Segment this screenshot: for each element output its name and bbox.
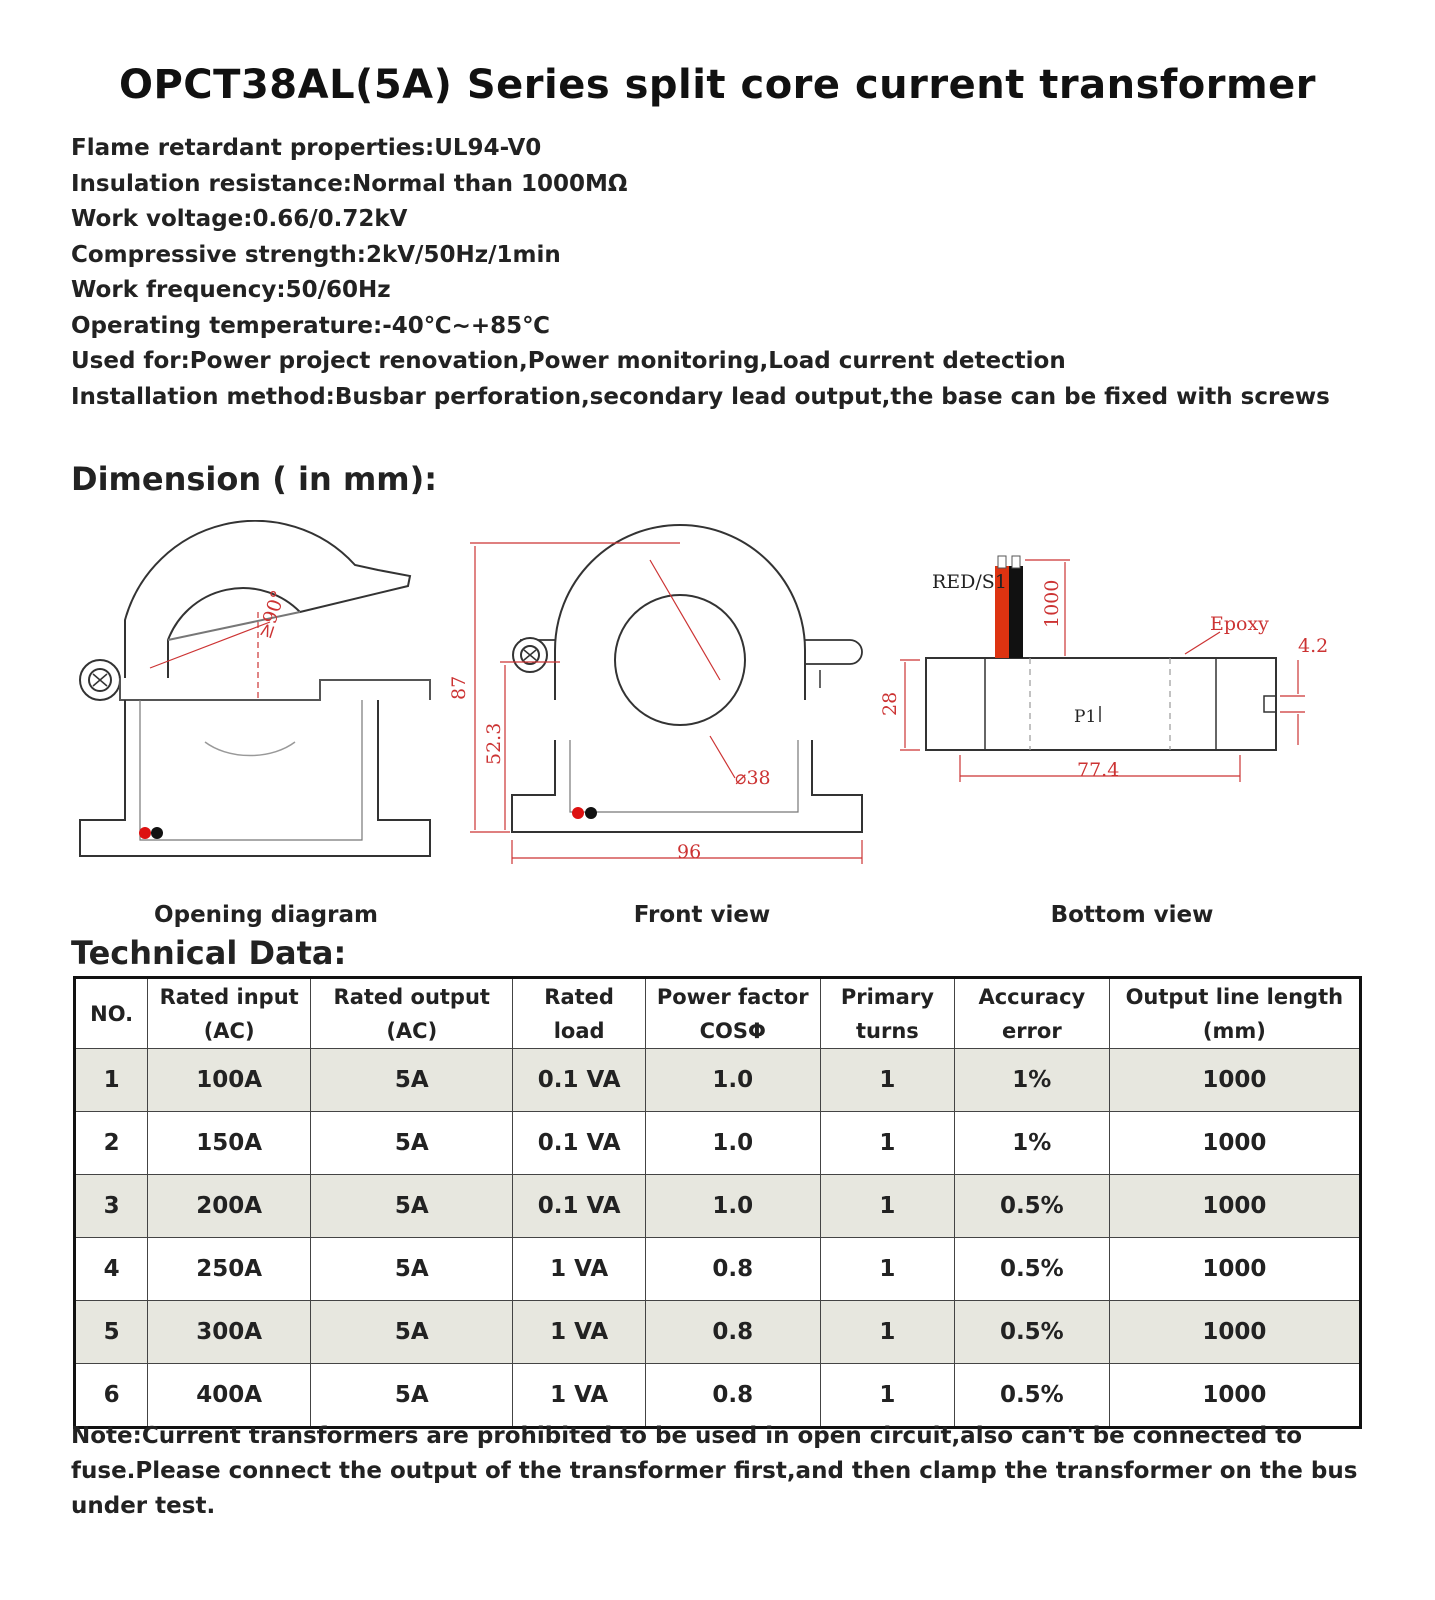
- lead-length-label: 1000: [1041, 579, 1063, 628]
- table-row: [75, 1175, 1361, 1238]
- table-cell: 5A: [311, 1175, 513, 1238]
- table-cell: 1: [820, 1049, 954, 1112]
- table-cell: 4: [75, 1238, 148, 1301]
- table-cell: 0.1 VA: [513, 1175, 645, 1238]
- table-cell: 5: [75, 1301, 148, 1364]
- bottom-length-label: 77.4: [1077, 759, 1120, 781]
- technical-data-heading: Technical Data:: [71, 934, 347, 972]
- opening-angle-label: ≥90°: [253, 587, 291, 642]
- header-accuracy-error: Accuracy error: [955, 978, 1110, 1049]
- table-cell: 1000: [1109, 1364, 1360, 1428]
- table-cell: 1.0: [645, 1049, 820, 1112]
- table-cell: 0.5%: [955, 1175, 1110, 1238]
- table-cell: 0.5%: [955, 1238, 1110, 1301]
- spec-work-frequency: Work frequency:50/60Hz: [71, 277, 391, 303]
- table-cell: 1000: [1109, 1175, 1360, 1238]
- spec-used-for: Used for:Power project renovation,Power monitoring,Load current detection: [71, 348, 1066, 374]
- table-cell: 1%: [955, 1112, 1110, 1175]
- header-output-line-length: Output line length (mm): [1109, 978, 1360, 1049]
- wire-color-label: RED/S1: [932, 571, 1007, 593]
- black-terminal-icon: [151, 827, 163, 839]
- opening-diagram-caption: Opening diagram: [154, 902, 378, 928]
- table-cell: 0.8: [645, 1301, 820, 1364]
- front-black-terminal-icon: [585, 807, 597, 819]
- table-cell: 400A: [148, 1364, 311, 1428]
- spec-compressive-strength: Compressive strength:2kV/50Hz/1min: [71, 241, 561, 268]
- table-cell: 0.5%: [955, 1364, 1110, 1428]
- table-cell: 5A: [311, 1238, 513, 1301]
- table-cell: 5A: [311, 1112, 513, 1175]
- spec-installation-method: Installation method:Busbar perforation,secondary lead output,the base can be fixed with screws: [71, 383, 1330, 410]
- table-row: [75, 1112, 1361, 1175]
- table-cell: 0.1 VA: [513, 1112, 645, 1175]
- header-rated-load: Rated load: [513, 978, 645, 1049]
- epoxy-label: Epoxy: [1210, 613, 1269, 635]
- table-cell: 1000: [1109, 1238, 1360, 1301]
- dimension-heading: Dimension ( in mm):: [71, 460, 438, 498]
- table-cell: 1: [820, 1364, 954, 1428]
- front-view-diagram: [512, 525, 862, 832]
- technical-data-table: [73, 976, 1362, 1429]
- table-cell: 1.0: [645, 1175, 820, 1238]
- table-cell: 300A: [148, 1301, 311, 1364]
- dimension-drawings: [0, 520, 1435, 890]
- table-cell: 0.8: [645, 1238, 820, 1301]
- table-cell: 5A: [311, 1049, 513, 1112]
- table-cell: 100A: [148, 1049, 311, 1112]
- spec-operating-temperature: Operating temperature:-40℃~+85℃: [71, 312, 551, 339]
- spec-flame-retardant: Flame retardant properties:UL94-V0: [71, 135, 542, 161]
- table-row: [75, 1238, 1361, 1301]
- table-cell: 5A: [311, 1301, 513, 1364]
- table-cell: 1: [820, 1238, 954, 1301]
- front-red-terminal-icon: [572, 807, 584, 819]
- table-header-row: [75, 978, 1361, 1049]
- bottom-view-diagram: [926, 658, 1276, 750]
- header-no: NO.: [75, 978, 148, 1049]
- table-cell: 1000: [1109, 1301, 1360, 1364]
- front-width-label: 96: [677, 841, 702, 863]
- header-rated-input: Rated input (AC): [148, 978, 311, 1049]
- table-cell: 0.1 VA: [513, 1049, 645, 1112]
- table-row: [75, 1049, 1361, 1112]
- table-cell: 1 VA: [513, 1301, 645, 1364]
- table-row: [75, 1364, 1361, 1428]
- bottom-height-label: 28: [879, 691, 901, 716]
- front-diameter-label: ⌀38: [735, 767, 771, 789]
- table-cell: 3: [75, 1175, 148, 1238]
- header-power-factor: Power factor COSΦ: [645, 978, 820, 1049]
- spec-insulation-resistance: Insulation resistance:Normal than 1000MΩ: [71, 170, 628, 197]
- table-cell: 1: [820, 1112, 954, 1175]
- table-cell: 1000: [1109, 1049, 1360, 1112]
- black-lead-wire: [1009, 566, 1023, 658]
- front-center-height-label: 52.3: [483, 722, 505, 765]
- table-row: [75, 1301, 1361, 1364]
- spec-list: [71, 131, 1371, 415]
- table-cell: 0.5%: [955, 1301, 1110, 1364]
- p1-label: P1: [1074, 707, 1097, 727]
- page-title: OPCT38AL(5A) Series split core current transformer: [118, 62, 1317, 108]
- table-cell: 1.0: [645, 1112, 820, 1175]
- opening-diagram: [80, 521, 430, 856]
- table-cell: 1%: [955, 1049, 1110, 1112]
- table-cell: 1000: [1109, 1112, 1360, 1175]
- front-height-label: 87: [448, 675, 470, 700]
- safety-note: Note:Current transformers are prohibited to be used in open circuit,also can't be connected to fuse.Please connect the output of the transformer first,and then clamp the transformer on the bus under test.: [71, 1423, 1358, 1519]
- bottom-view-caption: Bottom view: [1050, 902, 1214, 928]
- table-cell: 0.8: [645, 1364, 820, 1428]
- table-cell: 1: [820, 1175, 954, 1238]
- table-cell: 150A: [148, 1112, 311, 1175]
- header-rated-output: Rated output (AC): [311, 978, 513, 1049]
- slot-size-label: 4.2: [1298, 635, 1329, 657]
- spec-work-voltage: Work voltage:0.66/0.72kV: [71, 206, 408, 232]
- table-cell: 6: [75, 1364, 148, 1428]
- table-cell: 1: [75, 1049, 148, 1112]
- table-cell: 1: [820, 1301, 954, 1364]
- red-terminal-icon: [139, 827, 151, 839]
- header-primary-turns: Primary turns: [820, 978, 954, 1049]
- table-cell: 2: [75, 1112, 148, 1175]
- table-cell: 200A: [148, 1175, 311, 1238]
- table-cell: 1 VA: [513, 1364, 645, 1428]
- table-cell: 5A: [311, 1364, 513, 1428]
- table-cell: 1 VA: [513, 1238, 645, 1301]
- front-view-caption: Front view: [633, 902, 771, 928]
- table-cell: 250A: [148, 1238, 311, 1301]
